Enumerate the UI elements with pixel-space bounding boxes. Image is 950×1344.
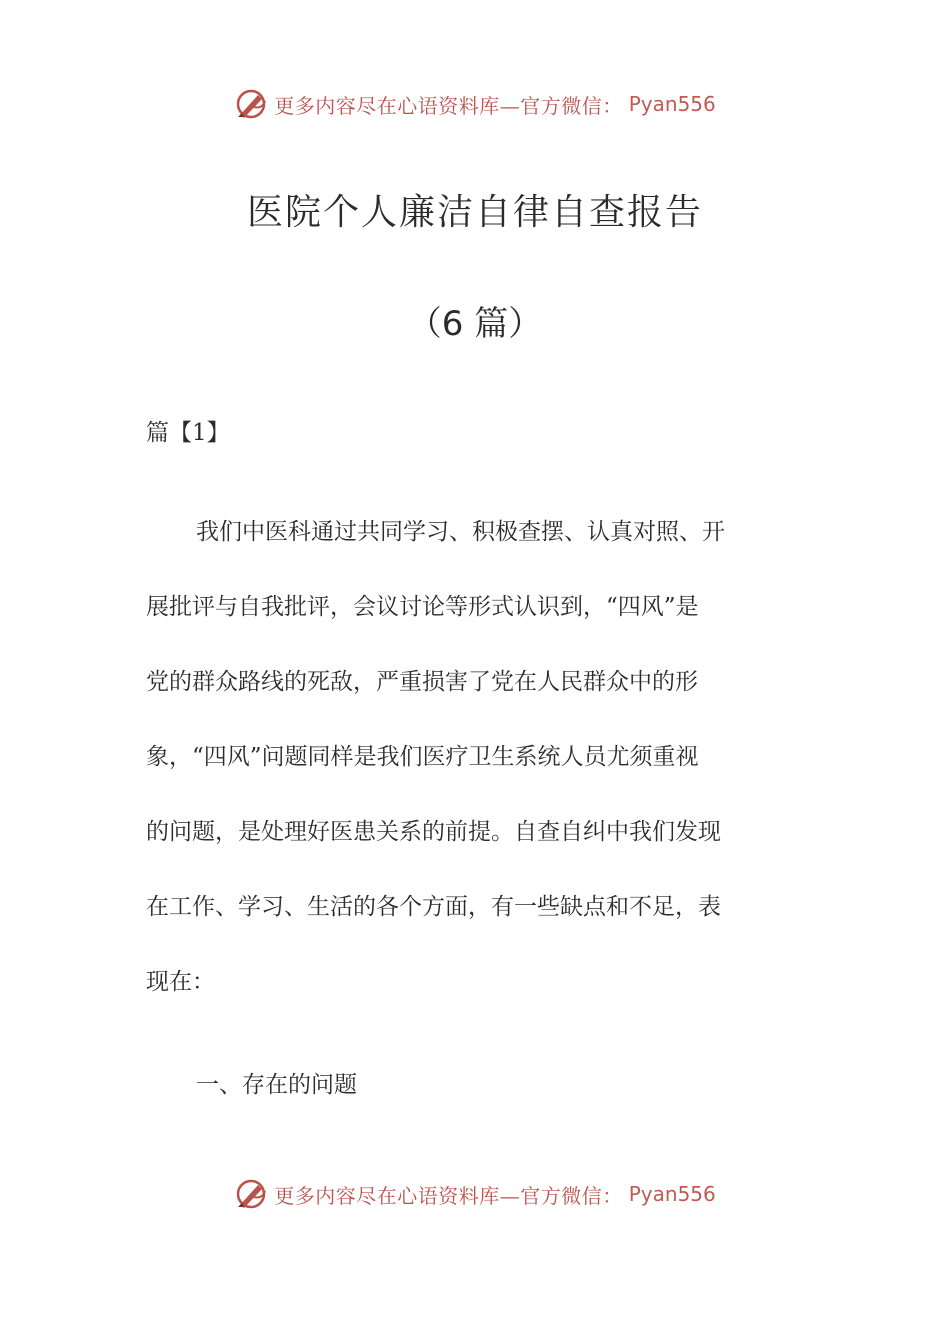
paragraph-line: 在工作、学习、生活的各个方面，有一些缺点和不足，表: [146, 894, 721, 920]
paragraph-line: 象，“四风”问题同样是我们医疗卫生系统人员尤须重视: [146, 744, 699, 770]
document-title: 医院个人廉洁自律自查报告: [246, 192, 703, 233]
banner-wechat-handle: Pyan556: [628, 1182, 716, 1206]
paragraph-line: 展批评与自我批评，会议讨论等形式认识到，“四风”是: [146, 594, 699, 620]
paragraph-line: 的问题，是处理好医患关系的前提。自查自纠中我们发现: [146, 819, 721, 845]
pen-logo-icon: [234, 1177, 268, 1211]
banner-wechat-handle: Pyan556: [628, 92, 716, 116]
banner-text: 更多内容尽在心语资料库—官方微信：: [274, 93, 623, 118]
paragraph-line: 现在：: [146, 969, 215, 995]
footer-banner: [0, 1174, 950, 1214]
section-label: 篇【1】: [146, 420, 230, 446]
header-banner: [0, 84, 950, 124]
pen-logo-icon: [234, 87, 268, 121]
document-subtitle: （6 篇）: [407, 304, 543, 344]
paragraph-line: 党的群众路线的死敌，严重损害了党在人民群众中的形: [146, 669, 698, 695]
paragraph-1: [146, 512, 796, 1037]
banner-text: 更多内容尽在心语资料库—官方微信：: [274, 1183, 623, 1208]
paragraph-line: 我们中医科通过共同学习、积极查摆、认真对照、开: [196, 519, 725, 545]
section-heading: 一、存在的问题: [196, 1072, 357, 1098]
